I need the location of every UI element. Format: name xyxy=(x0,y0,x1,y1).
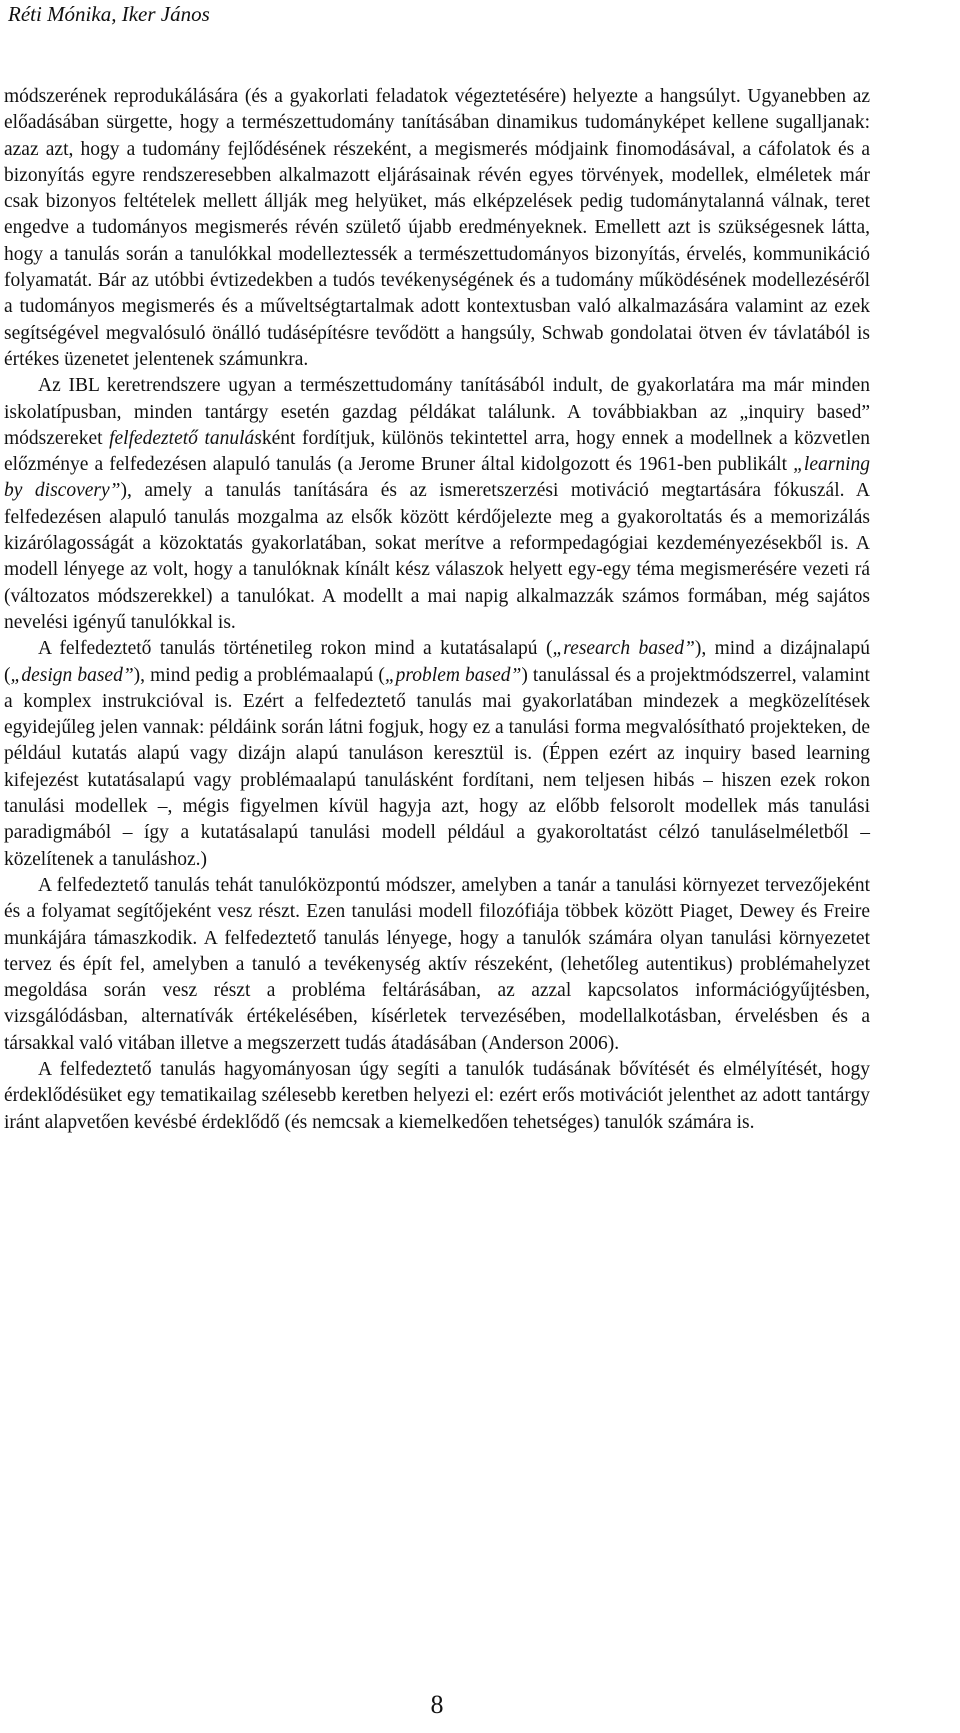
paragraph-3 xyxy=(4,636,870,873)
text-run: A felfedeztető tanulás történetileg rokon mind a kutatásalapú ( xyxy=(38,638,553,660)
italic-text-run: „problem based” xyxy=(384,664,522,686)
body-text xyxy=(4,84,870,1136)
text-run: ), amely a tanulás tanítására és az ismeretszerzési motiváció megtartására fókuszál. A felfedezésen alapuló tanulás mozgalma az elsők között kérdőjelezte meg a gyakoroltatás és a memorizálás kizárólagosságát a közoktatás gyakorlatában, sokat merítve a reformpedagógiai kezdeményezésekből is. A modell lényege az volt, hogy a tanulóknak kínált kész válaszok helyett egy-egy téma megismerésére vezeti rá (változatos módszerekkel) a tanulókat. A modellt a mai napig alkalmazzák számos formában, még sajátos nevelési igényű tanulókkal is. xyxy=(4,480,871,633)
italic-text-run: „design based” xyxy=(10,664,134,686)
text-run: módszerének reprodukálására (és a gyakorlati feladatok végeztetésére) helyezte a hangsúlyt. Ugyanebben az előadásában sürgette, hogy a természettudomány tanításában dinamikus tudományképet kellene sugalljanak: azaz azt, hogy a tudomány fejlődésének részeként, a megismerés módjaink finomodásával, a cáfolatok és a bizonyítás egyre rendszeresebben alkalmazott eljárásainak révén egyes törvények, modellek, elméletek már csak bizonyos feltételek mellett állják meg helyüket, más elképzelések pedig tudománytalanná válnak, teret engedve a tudományos megismerés révén születő újabb eredményeknek. Emellett azt is szükségesnek látta, hogy a tanulás során a tanulókkal modelleztessék a természettudományos bizonyítás, érvelés, kommunikáció folyamatát. Bár az utóbbi évtizedekben a tudós tevékenységének és a tudomány működésének modellezéséről a tudományos megismerés és a műveltségtartalmak adott kontextusban való alkalmazására valamint az ezek segítségével megvalósuló önálló tudásépítésre tevődött a hangsúly, Schwab gondolatai ötven év távlatából is értékes üzenetet jelentenek számunkra. xyxy=(4,86,870,370)
text-run: Az IBL keretrendszere ugyan a természettudomány tanításából indult, de gyakorlatára ma már minden iskolatípusban, minden tantárgy esetén gazdag példákat találunk. A továbbiakban az „inquiry based” módszereket xyxy=(4,375,870,449)
paragraph-2 xyxy=(4,373,870,636)
running-header-authors: Réti Mónika, Iker János xyxy=(8,2,210,26)
italic-text-run: „research based” xyxy=(552,638,695,660)
text-run: A felfedeztető tanulás tehát tanulóközpontú módszer, amelyben a tanár a tanulási környezet tervezőjeként és a folyamat segítőjeként vesz részt. Ezen tanulási modell filozófiája többek között Piaget, Dewey és Freire munkájára támaszkodik. A felfedeztető tanulás lényege, hogy a tanulók számára olyan tanulási környezetet tervez és épít fel, amelyben a tanuló a tevékenység aktív részeként, (lehetőleg autentikus) problémahelyzet megoldása során vesz részt a probléma feltárásában, az azzal kapcsolatos információgyűjtésben, vizsgálódásban, alternatívák értékelésében, kísérletek tervezésében, modellalkotásban, érvelésben és a társakkal való vitában illetve a megszerzett tudás átadásában (Anderson 2006). xyxy=(4,874,870,1054)
italic-text-run: felfedeztető tanulás xyxy=(109,427,262,449)
text-run: ként fordítjuk, különös tekintettel arra, hogy ennek a modellnek a közvetlen előzménye a felfedezésen alapuló tanulás (a Jerome Bruner által kidolgozott és 1961-ben publikált xyxy=(4,427,870,476)
text-run: ), mind pedig a problémaalapú ( xyxy=(133,664,385,686)
paragraph-1 xyxy=(4,84,870,373)
paragraph-5 xyxy=(4,1057,870,1136)
text-run: ) tanulással és a projektmódszerrel, valamint a komplex instrukcióval is. Ezért a felfedeztető tanulás mai gyakorlatában mindezek a megközelítések egyidejűleg jelen vannak: példáink során látni fogjuk, hogy ez a tanulási forma megvalósítható projekteken, de például kutatás alapú vagy dizájn alapú tanuláson keresztül is. (Éppen ezért az inquiry based learning kifejezést kutatásalapú vagy problémaalapú tanulásként fordítani, nem teljesen hibás – hiszen ezek rokon tanulási modellek –, mégis figyelmen kívül hagyja azt, hogy az előbb felsorolt modellek más tanulási paradigmából – így a kutatásalapú tanulási modell például a gyakoroltatást célzó tanuláselméletből – közelítenek a tanuláshoz.) xyxy=(4,664,870,870)
text-run: A felfedeztető tanulás hagyományosan úgy segíti a tanulók tudásának bővítését és elmélyítését, hogy érdeklődésüket egy tematikailag szélesebb keretben helyezi el: ezért erős motivációt jelenthet az adott tantárgy iránt alapvetően kevésbé érdeklődő (és nemcsak a kiemelkedően tehetséges) tanulók számára is. xyxy=(4,1058,870,1133)
italic-text-run: „learning by discovery” xyxy=(4,454,870,502)
text-run: ), mind a dizájnalapú ( xyxy=(4,638,871,686)
paragraph-4 xyxy=(4,873,870,1057)
page-number: 8 xyxy=(430,1690,444,1719)
